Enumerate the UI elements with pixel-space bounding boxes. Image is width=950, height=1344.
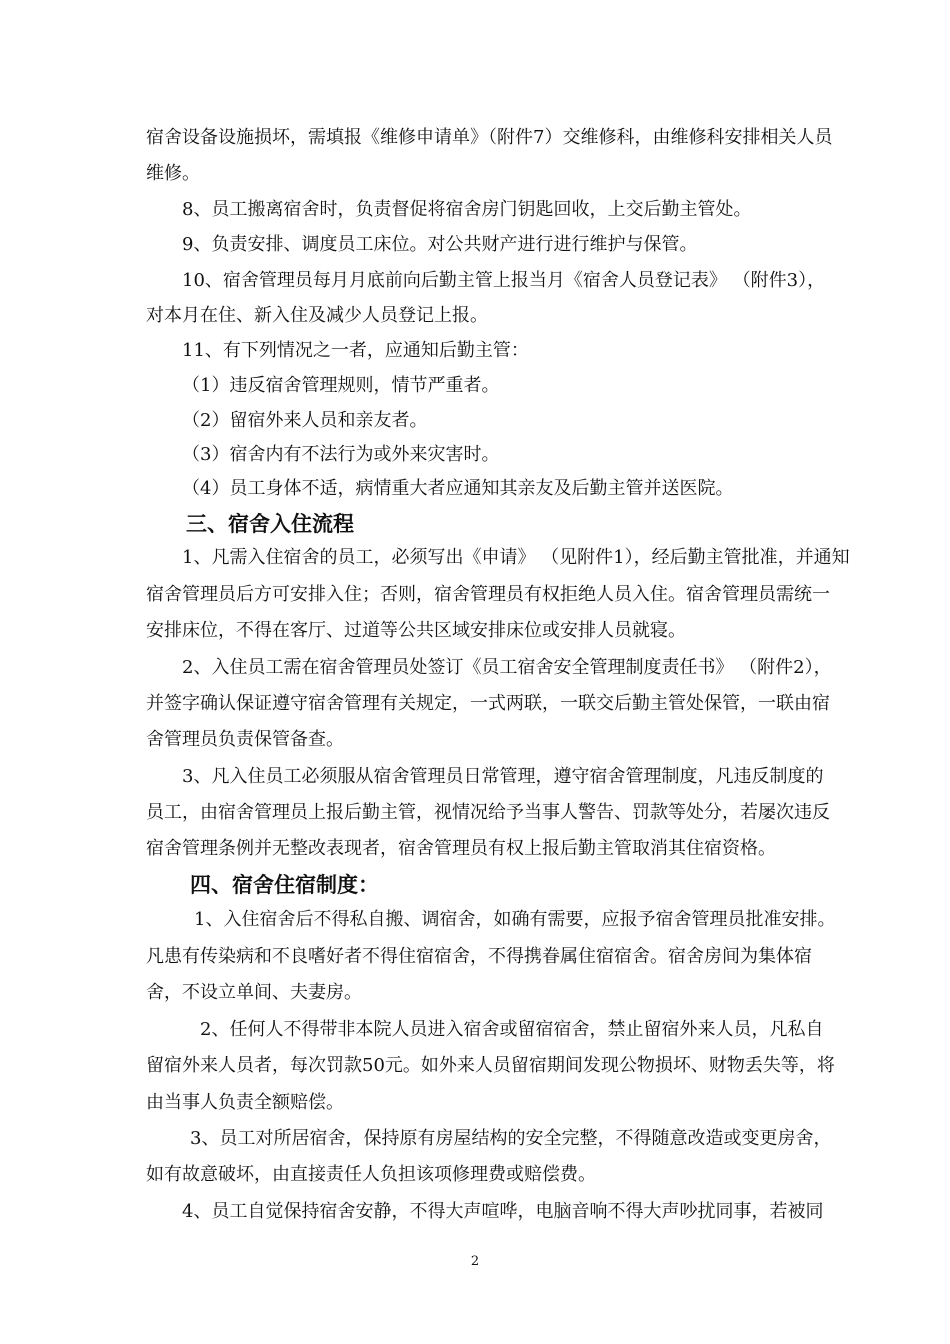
body-line: 8、员工搬离宿舍时，负责督促将宿舍房门钥匙回收，上交后勤主管处。 — [182, 199, 752, 220]
body-line: 4、员工自觉保持宿舍安静，不得大声喧哗，电脑音响不得大声吵扰同事，若被同 — [182, 1201, 824, 1222]
body-line: 对本月在住、新入住及减少人员登记上报。 — [146, 305, 488, 326]
body-line: 2、入住员工需在宿舍管理员处签订《员工宿舍安全管理制度责任书》 （附件2）， — [182, 657, 832, 678]
body-line: 维修。 — [146, 163, 200, 184]
body-line: 1、凡需入住宿舍的员工，必须写出《申请》 （见附件1），经后勤主管批准，并通知 — [182, 547, 850, 568]
body-line: 由当事人负责全额赔偿。 — [146, 1092, 344, 1113]
list-item: （4）员工身体不适，病情重大者应通知其亲友及后勤主管并送医院。 — [182, 478, 734, 499]
body-line: 宿舍管理员后方可安排入住；否则，宿舍管理员有权拒绝人员入住。宿舍管理员需统一 — [146, 584, 830, 605]
body-line: 9、负责安排、调度员工床位。对公共财产进行进行维护与保管。 — [182, 234, 698, 255]
body-line: 舍，不设立单间、夫妻房。 — [146, 982, 362, 1003]
section-heading-4: 四、宿舍住宿制度： — [190, 873, 379, 897]
section-heading-3: 三、宿舍入住流程 — [186, 512, 354, 536]
body-line: 3、员工对所居宿舍，保持原有房屋结构的安全完整，不得随意改造或变更房舍， — [190, 1128, 832, 1149]
body-line: 11、有下列情况之一者，应通知后勤主管： — [182, 340, 529, 361]
body-line: 凡患有传染病和不良嗜好者不得住宿宿舍，不得携眷属住宿宿舍。宿舍房间为集体宿 — [146, 946, 812, 967]
body-line: 3、凡入住员工必须服从宿舍管理员日常管理，遵守宿舍管理制度，凡违反制度的 — [182, 766, 824, 787]
body-line: 1、入住宿舍后不得私自搬、调宿舍，如确有需要，应报予宿舍管理员批准安排。 — [194, 909, 836, 930]
body-line: 2、任何人不得带非本院人员进入宿舍或留宿宿舍，禁止留宿外来人员，凡私自 — [200, 1019, 824, 1040]
body-line: 留宿外来人员者，每次罚款50元。如外来人员留宿期间发现公物损坏、财物丢失等，将 — [146, 1055, 835, 1076]
list-item: （3）宿舍内有不法行为或外来灾害时。 — [182, 444, 500, 465]
body-line: 员工，由宿舍管理员上报后勤主管，视情况给予当事人警告、罚款等处分，若屡次违反 — [146, 802, 830, 823]
page-number: 2 — [470, 1254, 480, 1269]
body-line: 并签字确认保证遵守宿舍管理有关规定，一式两联，一联交后勤主管处保管，一联由宿 — [146, 693, 830, 714]
body-line: 宿舍设备设施损坏，需填报《维修申请单》（附件7）交维修科，由维修科安排相关人员 — [146, 127, 833, 148]
list-item: （1）违反宿舍管理规则，情节严重者。 — [182, 375, 500, 396]
body-line: 宿舍管理条例并无整改表现者，宿舍管理员有权上报后勤主管取消其住宿资格。 — [146, 838, 776, 859]
body-line: 舍管理员负责保管备查。 — [146, 729, 344, 750]
body-line: 10、宿舍管理员每月月底前向后勤主管上报当月《宿舍人员登记表》 （附件3）， — [182, 270, 826, 291]
list-item: （2）留宿外来人员和亲友者。 — [182, 410, 428, 431]
body-line: 如有故意破坏，由直接责任人负担该项修理费或赔偿费。 — [146, 1164, 596, 1185]
body-line: 安排床位，不得在客厅、过道等公共区域安排床位或安排人员就寝。 — [146, 620, 686, 641]
